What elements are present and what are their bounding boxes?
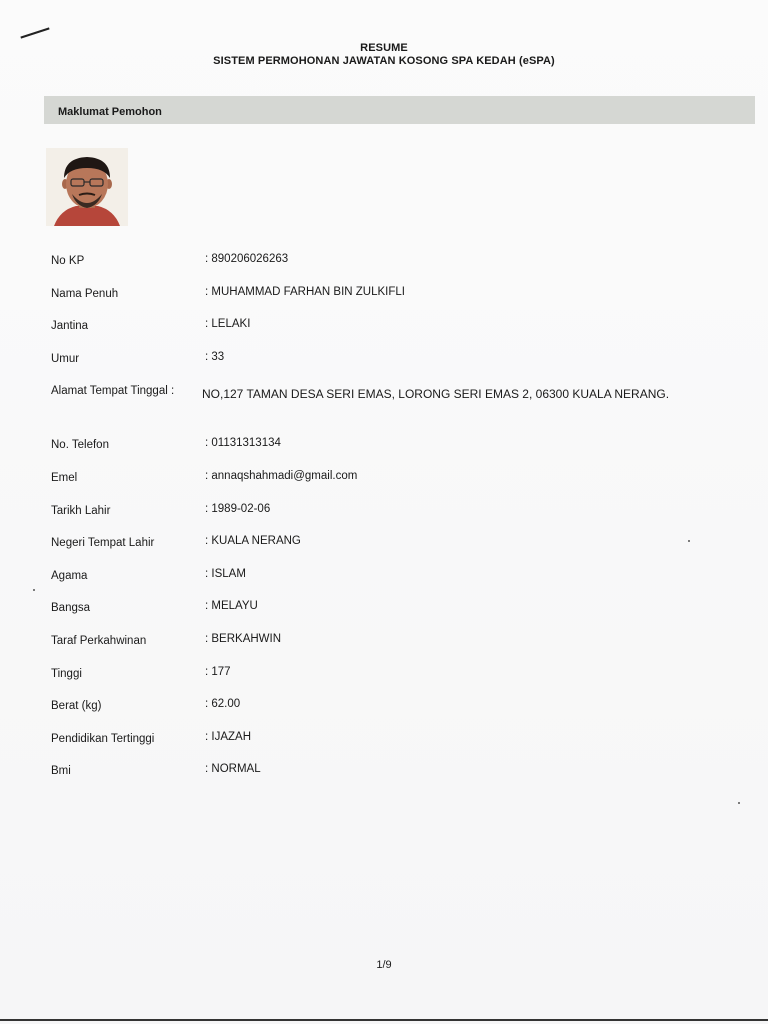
field-label: No. Telefon	[51, 439, 109, 452]
field-bmi	[51, 765, 731, 798]
applicant-photo	[46, 148, 128, 226]
field-value: : 33	[205, 350, 225, 363]
field-value: : LELAKI	[205, 318, 251, 331]
field-label: Tarikh Lahir	[51, 504, 111, 517]
field-negeri-tempat-lahir	[51, 537, 731, 570]
field-label: Umur	[51, 352, 80, 365]
field-taraf-perkahwinan	[51, 632, 731, 668]
field-berat	[51, 700, 731, 733]
page-number: 1/9	[376, 959, 392, 971]
field-nama-penuh	[51, 285, 731, 321]
field-tarikh-lahir	[51, 502, 731, 538]
document-title: RESUME	[360, 42, 408, 54]
field-value: : 01131313134	[205, 437, 281, 450]
field-label: Bmi	[51, 765, 71, 778]
field-value: : MUHAMMAD FARHAN BIN ZULKIFLI	[205, 285, 405, 298]
pen-mark	[20, 27, 49, 38]
field-tinggi	[51, 665, 731, 701]
field-value: : MELAYU	[205, 600, 258, 613]
field-label: No KP	[51, 255, 85, 267]
field-label: Jantina	[51, 320, 89, 333]
field-label: Berat (kg)	[51, 700, 102, 713]
section-title: Maklumat Pemohon	[58, 106, 162, 118]
field-value: : IJAZAH	[205, 730, 252, 743]
field-agama	[51, 567, 731, 603]
field-umur	[51, 350, 731, 386]
field-label: Tinggi	[51, 667, 82, 680]
document-subtitle: SISTEM PERMOHONAN JAWATAN KOSONG SPA KEDAH (eSPA)	[213, 55, 555, 67]
field-pendidikan-tertinggi	[51, 730, 731, 766]
field-label: Agama	[51, 569, 88, 582]
person-photo-icon	[46, 148, 128, 226]
page-edge-line	[0, 1019, 768, 1021]
scan-speck	[33, 589, 35, 591]
field-emel	[51, 469, 731, 505]
field-label: Nama Penuh	[51, 287, 119, 300]
field-label: Negeri Tempat Lahir	[51, 537, 155, 550]
field-value: : NORMAL	[205, 763, 261, 776]
field-jantina	[51, 320, 731, 353]
field-no-telefon	[51, 439, 731, 472]
field-value: : ISLAM	[205, 567, 246, 580]
field-value: : 890206026263	[205, 253, 289, 265]
field-label: Pendidikan Tertinggi	[51, 732, 155, 745]
field-value: : KUALA NERANG	[205, 535, 301, 548]
field-bangsa	[51, 602, 731, 635]
scan-speck	[738, 802, 740, 804]
document-header	[0, 42, 768, 68]
field-value: NO,127 TAMAN DESA SERI EMAS, LORONG SERI EMAS 2, 06300 KUALA NERANG.	[202, 387, 670, 402]
field-value: : 62.00	[205, 698, 241, 711]
field-value: : 1989-02-06	[205, 502, 271, 515]
field-value: : 177	[205, 665, 231, 678]
field-label: Bangsa	[51, 602, 91, 615]
field-value: : BERKAHWIN	[205, 632, 282, 645]
scan-speck	[688, 540, 690, 542]
applicant-details	[51, 255, 731, 798]
field-label: Alamat Tempat Tinggal :	[51, 385, 175, 398]
field-label: Taraf Perkahwinan	[51, 634, 147, 647]
field-label: Emel	[51, 471, 78, 484]
section-header-bar	[44, 96, 755, 124]
field-alamat	[51, 385, 731, 439]
field-value: : annaqshahmadi@gmail.com	[205, 469, 358, 482]
field-no-kp	[51, 255, 731, 288]
